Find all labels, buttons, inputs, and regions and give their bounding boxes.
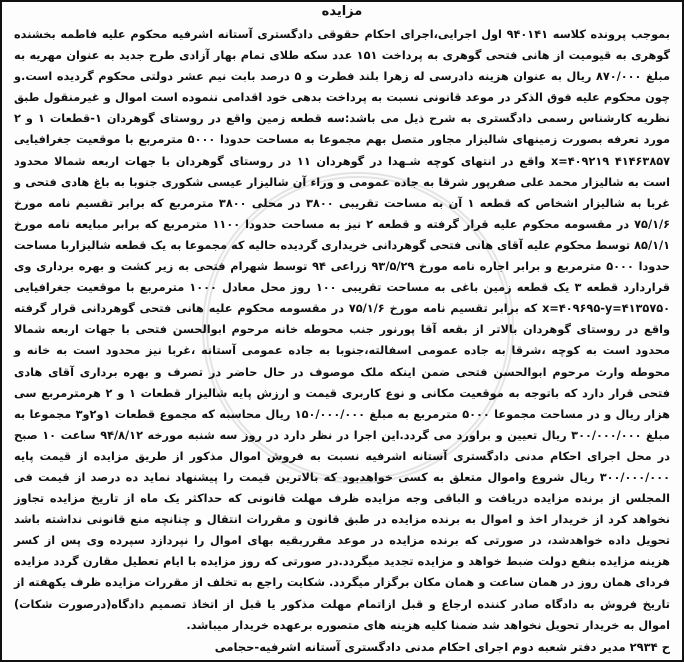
notice-title: مزایده bbox=[321, 4, 363, 19]
notice-paragraph: بموجب پرونده کلاسه ۹۴۰۱۴۱ اول اجرایی،اجرای احکام حقوقی دادگستری آستانه اشرفیه محکوم علیه فاطمه بخشنده گوهری به قیومیت از هانی فتحی گوهری به پرداخت ۱۵۱ عدد سکه طلای تمام بهار آزادی طرح جدید به عنوان مهریه به مبلغ ۸۷۰/۰۰۰ ریال به عنوان هزینه دادرسی له زهرا بلند فطرت و ۵ درصد بابت نیم عشر دولتی محکوم گردیده است.و چون محکوم علیه فوق الذکر در موعد قانونی نسبت به پرداخت بدهی خود اقدامی ننموده است اموال و غیرمنقول طبق نظریه کارشناس رسمی دادگستری به شرح ذیل می باشد:سه قطعه زمین واقع در روستای گوهردان ۱-قطعات ۱ و ۲ مورد تعرفه بصورت زمینهای شالیزار مجاور متصل بهم مجموعا به مساحت حدودا ۵۰۰۰ مترمربع با موقعیت جغرافیایی x=۴۰۹۲۱۹ ۴۱۴۶۳۸۵۷ واقع در انتهای کوچه شـهدا در گوهردان ۱۱ در روستای گوهردان با جهات اربعه شمالا محدود است به شالیزار محمد علی صفرپور شرقا به جاده عمومی و وراء آن شالیزار عیسی شکوری جنوبا به باغ هادی فتحی و غربا به شالیزار اشخاص که قطعه ۱ آن به مساحت تقریبی ۳۸۰۰ در محلی ۳۸۰۰ مترمربع که برابر تقسیم نامه مورخ ۷۵/۱/۶ در مقسومه محکوم علیه قرار گرفته و قطعه ۲ نیز به مساحت حدودا ۱۱۰۰ مترمربع که برابر مبایعه نامه مورخ ۸۵/۱/۱ توسط محکوم علیه آقای هانی فتحی گوهردانی خریداری گردیده حالیه که مجموعا به یک قطعه شالیزاربا مساحت حدودا ۵۰۰۰ مترمربع و برابر اجاره نامه مورخ ۹۳/۵/۲۹ زراعی ۹۴ توسط شهرام فتحی به زیر کشت و بهره برداری وی قراردارد قطعه ۳ یک قطعه زمین باغی به مساحت تقریبی ۱۰۰ روز محل معادل ۱۰۰۰ مترمربع با موقعیت جغرافیایی x=۴۰۹۶۹۵-y=۴۱۳۵۷۵۰ که برابر تقسیم نامه مورخ ۷۵/۱/۶ در مقسومه محکوم علیه هانی فتحی گوهردانی قرار گرفته واقع در روستای گوهردان بالاتر از بقعه آقا پورنور جنب محوطه خانه مرحوم ابوالحسن فتحی با جهات اربعه شمالا محدود است به کوچه ،شرقا به جاده عمومی اسفالته،جنوبا به جاده عمومی آستانه ،غربا نیز محدود است به خانه و محوطه وارث مرحوم ابوالحسن فتحی ضمن اینکه ملک موصوف در حال حاضر در تصرف و بهره برداری آقای هادی فتحی قرار دارد که باتوجه به موقعیت مکانی و نوع کاربری قیمت و ارزش پایه شالیزار قطعات ۱ و ۲ هرمترمربع سی هزار ریال و در مساحت مجموعا ۵۰۰۰ مترمربع به مبلغ ۱۵۰/۰۰۰/۰۰۰ ریال محاسبه که مجموع قطعات ۱و۲و۳ مجموعا به مبلغ ۳۰۰/۰۰۰/۰۰۰ ریال تعیین و براورد می گردد.این اجرا در نظر دارد در روز سه شنبه مورخه ۹۴/۸/۱۲ ساعت ۱۰ صبح در محل اجرای احکام مدنی دادگستری آستانه اشرفیه نسبت به فروش اموال مذکور از طریق مزایده از قیمت پایه ۳۰۰/۰۰۰/۰۰۰ ریال شروع واموال متعلق به کسی خواهدبود که بالاترین قیمت را پیشنهاد نماید ده درصد از قیمت فی المجلس از برنده مزایده دریافت و الباقی وجه مزایده ظرف مهلت قانونی که حداکثر یک ماه از تاریخ مزایده تجاوز نخواهد کرد از خریدار اخذ و اموال به برنده مزایده در طبق قانون و مقررات انتقال و چنانچه منع قانونی نداشته باشد تحویل داده خواهدشد، در صورتی که برنده مزایده در موعد مقرربقیه بهای اموال را نپردازد سپرده وی پس از کسر هزینه مزایده بنفع دولت ضبط خواهد و مزایده تجدید میگردد.در صورتی که روز مزایده با ایام تعطیل مقارن گردد مزایده فردای همان روز در همان ساعت و همان مکان برگزار میگردد. شکایت راجع به تخلف از مقررات مزایده ظرف یکهفته از تاریخ فروش به دادگاه صادر کننده ارجاع و قبل ازاتمام مهلت مذکور یا قبل از اتخاذ تصمیم دادگاه(درصورت شکات) اموال به خریدار تحویل نخواهد شد ضمنا کلیه هزینه های متصوره برعهده خریدار میباشد. bbox=[14, 28, 671, 632]
notice-body bbox=[14, 24, 670, 636]
notice-signature: ح ۲۹۳۴ مدیر دفتر شعبه دوم اجرای احکام مدنی دادگستری آستانه اشرفیه-حجامی bbox=[214, 640, 670, 654]
